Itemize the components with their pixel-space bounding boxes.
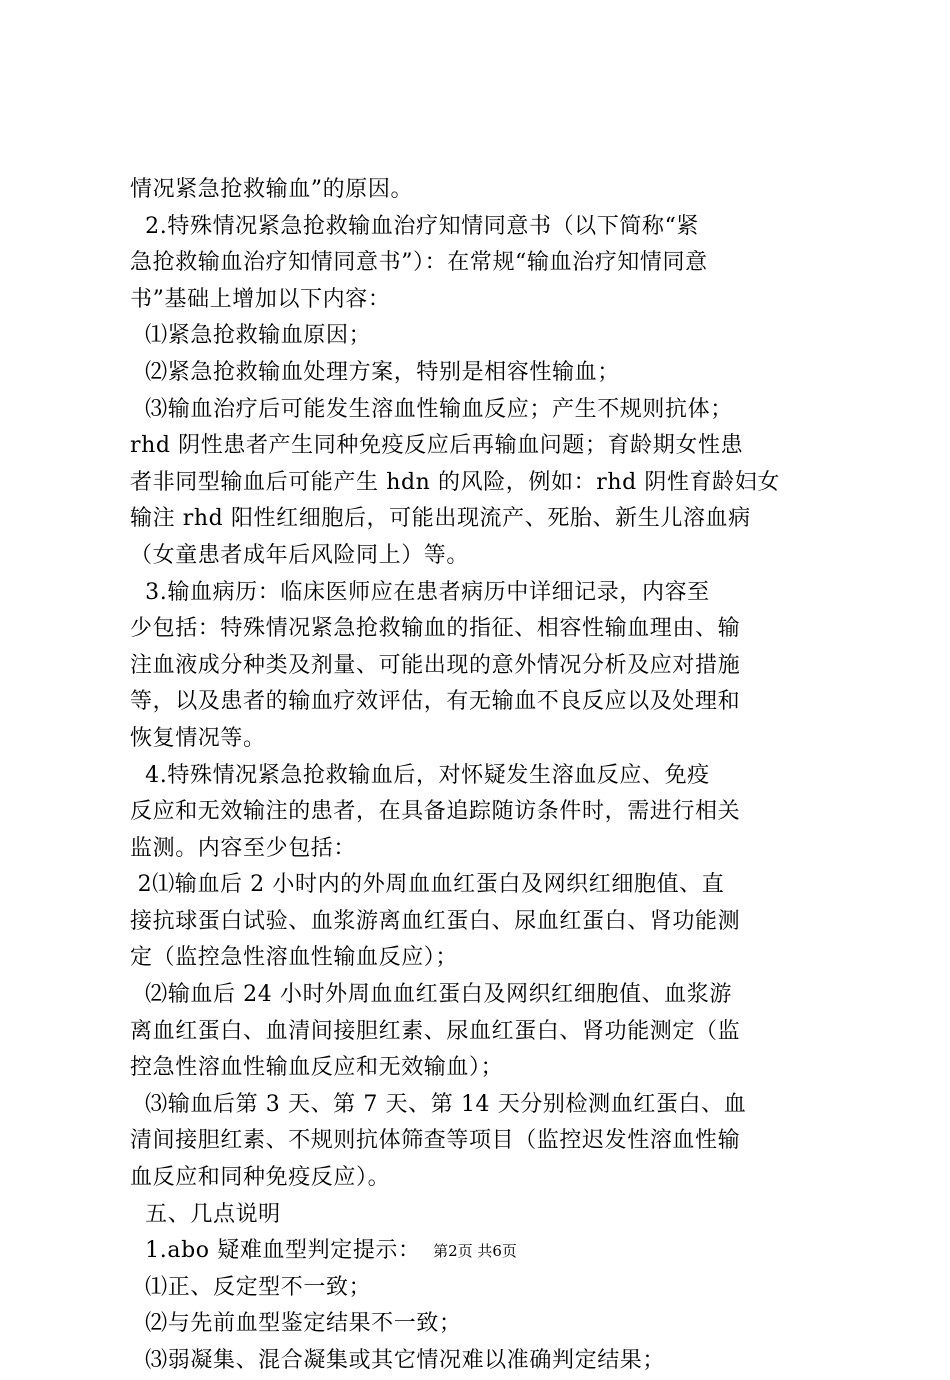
text-line: 1.abo 疑难血型判定提示： xyxy=(130,1238,421,1264)
text-line: ⑴正、反定型不一致； xyxy=(130,1274,372,1300)
text-line: 恢复情况等。 xyxy=(130,725,266,751)
text-line: ⑵输血后 24 小时外周血血红蛋白及网织红细胞值、血浆游 xyxy=(130,982,732,1008)
text-line: 清间接胆红素、不规则抗体筛查等项目（监控迟发性溶血性输 xyxy=(130,1128,741,1154)
text-line: 2.特殊情况紧急抢救输血治疗知情同意书（以下简称“紧 xyxy=(130,213,700,239)
text-line: 监测。内容至少包括： xyxy=(130,835,357,861)
text-line: （女童患者成年后风险同上）等。 xyxy=(130,542,470,568)
text-line: ⑶弱凝集、混合凝集或其它情况难以准确判定结果； xyxy=(130,1348,665,1373)
text-line: 少包括：特殊情况紧急抢救输血的指征、相容性输血理由、输 xyxy=(130,616,741,642)
text-line: 者非同型输血后可能产生 hdn 的风险，例如：rhd 阴性育龄妇女 xyxy=(130,469,780,495)
page-footer: 第2页 共6页 xyxy=(433,1242,517,1260)
text-line: ⑵紧急抢救输血处理方案，特别是相容性输血； xyxy=(130,359,620,385)
text-line: 输注 rhd 阳性红细胞后，可能出现流产、死胎、新生儿溶血病 xyxy=(130,506,751,532)
text-line: 反应和无效输注的患者，在具备追踪随访条件时，需进行相关 xyxy=(130,799,741,825)
text-line: 接抗球蛋白试验、血浆游离血红蛋白、尿血红蛋白、肾功能测 xyxy=(130,908,741,934)
text-line: 注血液成分种类及剂量、可能出现的意外情况分析及应对措施 xyxy=(130,652,741,678)
text-line: 4.特殊情况紧急抢救输血后，对怀疑发生溶血反应、免疫 xyxy=(130,762,710,788)
text-line: 等，以及患者的输血疗效评估，有无输血不良反应以及处理和 xyxy=(130,689,741,715)
text-line: 3.输血病历：临床医师应在患者病历中详细记录，内容至 xyxy=(130,579,710,605)
text-line: 五、几点说明 xyxy=(130,1201,281,1227)
text-line: 急抢救输血治疗知情同意书”）：在常规“输血治疗知情同意 xyxy=(130,250,708,276)
text-line: rhd 阴性患者产生同种免疫反应后再输血问题；育龄期女性患 xyxy=(130,433,744,459)
text-line: 书”基础上增加以下内容： xyxy=(130,286,391,312)
text-line: ⑶输血后第 3 天、第 7 天、第 14 天分别检测血红蛋白、血 xyxy=(130,1091,747,1117)
text-line: ⑶输血治疗后可能发生溶血性输血反应；产生不规则抗体； xyxy=(130,396,733,422)
text-line: 控急性溶血性输血反应和无效输血）； xyxy=(130,1055,504,1081)
text-line: 2⑴输血后 2 小时内的外周血血红蛋白及网织红细胞值、直 xyxy=(130,872,725,898)
text-line: ⑴紧急抢救输血原因； xyxy=(130,323,372,349)
text-line: 离血红蛋白、血清间接胆红素、尿血红蛋白、肾功能测定（监 xyxy=(130,1018,741,1044)
text-line: 情况紧急抢救输血”的原因。 xyxy=(130,177,414,202)
text-line: 定（监控急性溶血性输血反应）； xyxy=(130,945,459,971)
text-line: 血反应和同种免疫反应）。 xyxy=(130,1165,391,1191)
text-line: ⑵与先前血型鉴定结果不一致； xyxy=(130,1311,462,1337)
document-body xyxy=(130,172,832,1380)
